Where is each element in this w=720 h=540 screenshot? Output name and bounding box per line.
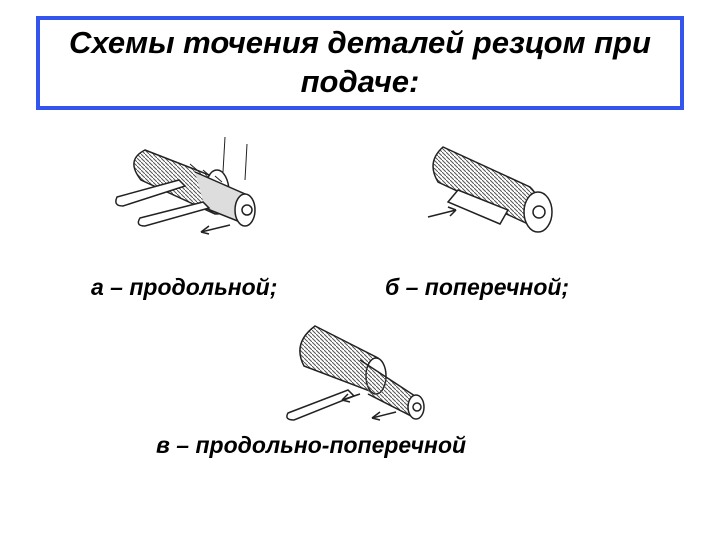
- caption-cross: б – поперечной;: [385, 274, 570, 300]
- caption-longitudinal-cross: в – продольно-поперечной: [156, 432, 467, 458]
- caption-longitudinal: а – продольной;: [91, 274, 278, 300]
- figure-cross-feed: [418, 132, 568, 237]
- longitudinal-feed-illustration: [105, 122, 280, 247]
- title-box: [36, 16, 684, 110]
- slide-title: Схемы точения деталей резцом при подаче:: [69, 25, 651, 99]
- figure-longitudinal-cross-feed: [280, 318, 440, 428]
- cross-feed-illustration: [418, 132, 568, 237]
- longitudinal-cross-feed-illustration: [280, 318, 440, 428]
- figure-longitudinal-feed: [105, 122, 280, 247]
